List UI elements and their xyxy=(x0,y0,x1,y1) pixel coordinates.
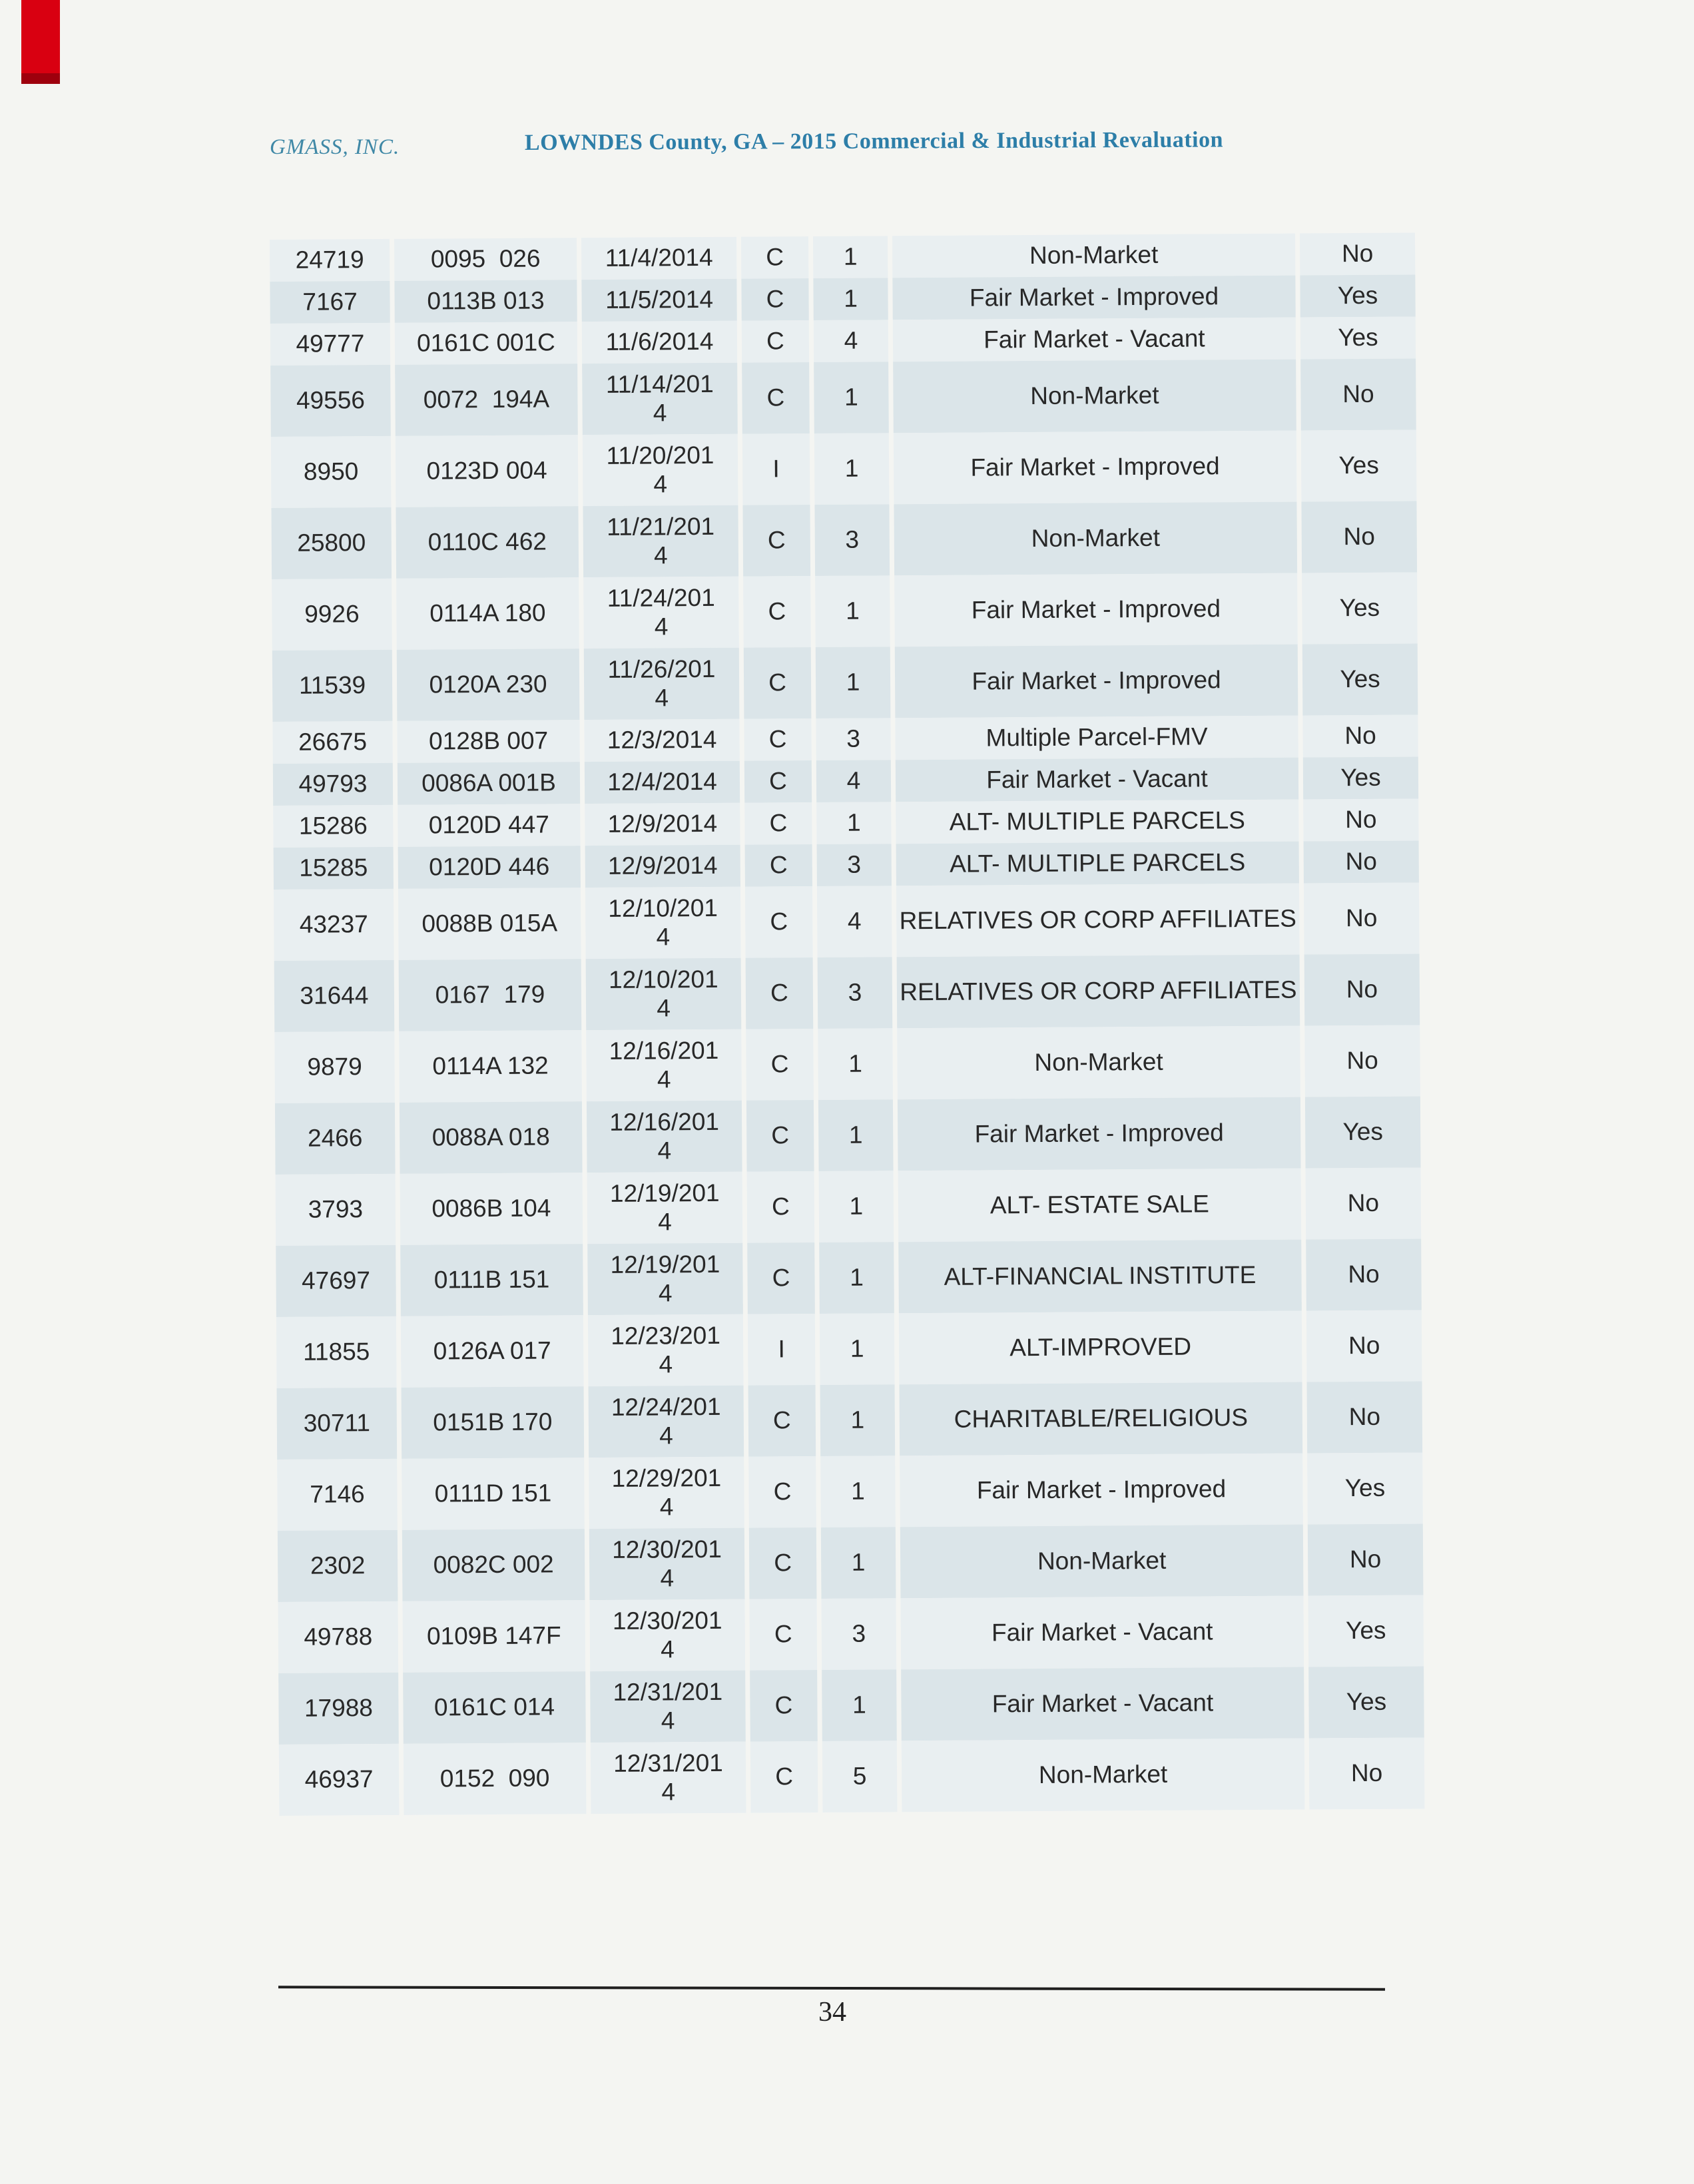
parcel-number-cell: 0120D 447 xyxy=(398,804,580,847)
table-row xyxy=(270,232,1416,282)
sale-id-cell: 17988 xyxy=(278,1673,399,1745)
table-row xyxy=(272,714,1419,764)
sale-type-cell: ALT- ESTATE SALE xyxy=(898,1169,1302,1242)
property-class-cell: C xyxy=(746,1029,814,1101)
table-row xyxy=(277,1452,1424,1531)
qualification-code-cell: 1 xyxy=(816,802,891,844)
qualification-code-cell: 1 xyxy=(820,1456,896,1527)
property-class-cell: C xyxy=(744,760,812,803)
sale-date-cell: 11/14/201 4 xyxy=(582,363,738,435)
property-class-cell: C xyxy=(745,844,812,887)
qualified-cell: Yes xyxy=(1301,429,1417,501)
property-class-cell: C xyxy=(744,718,811,761)
qualification-code-cell: 1 xyxy=(818,1028,893,1100)
parcel-number-cell: 0151B 170 xyxy=(402,1386,585,1459)
sale-type-cell: RELATIVES OR CORP AFFILIATES xyxy=(897,955,1300,1029)
sale-id-cell: 9926 xyxy=(272,579,392,651)
sale-id-cell: 46937 xyxy=(279,1744,400,1816)
table-row xyxy=(272,643,1420,722)
table-row xyxy=(278,1666,1426,1745)
sale-id-cell: 2466 xyxy=(275,1103,396,1175)
property-class-cell: C xyxy=(749,1599,817,1671)
parcel-number-cell: 0088B 015A xyxy=(398,888,581,960)
property-class-cell: C xyxy=(744,647,812,719)
parcel-number-cell: 0167 179 xyxy=(399,959,582,1031)
sale-id-cell: 47697 xyxy=(276,1245,396,1317)
sale-date-cell: 11/5/2014 xyxy=(581,279,736,322)
sale-id-cell: 8950 xyxy=(271,436,392,508)
qualified-cell: No xyxy=(1304,840,1419,883)
sale-type-cell: Non-Market xyxy=(897,1026,1300,1100)
property-class-cell: I xyxy=(742,433,810,505)
qualified-cell: Yes xyxy=(1308,1595,1424,1667)
sale-type-cell: Non-Market xyxy=(902,1739,1305,1812)
parcel-number-cell: 0114A 132 xyxy=(399,1030,582,1103)
qualified-cell: No xyxy=(1300,232,1415,275)
sale-date-cell: 12/16/201 4 xyxy=(586,1029,742,1101)
sale-id-cell: 49793 xyxy=(273,763,393,806)
property-class-cell: C xyxy=(742,505,810,577)
qualified-cell: No xyxy=(1306,1238,1422,1310)
property-class-cell: I xyxy=(748,1314,816,1386)
qualification-code-cell: 1 xyxy=(821,1527,896,1599)
table-row xyxy=(271,501,1418,579)
qualification-code-cell: 5 xyxy=(822,1741,898,1812)
property-class-cell: C xyxy=(750,1741,818,1813)
sale-date-cell: 12/3/2014 xyxy=(584,719,739,762)
table-row xyxy=(270,274,1416,324)
sale-type-cell: Fair Market - Improved xyxy=(895,645,1298,718)
sale-date-cell: 12/10/201 4 xyxy=(585,887,741,959)
sale-date-cell: 11/6/2014 xyxy=(582,321,737,364)
table-row xyxy=(270,358,1418,437)
page-number: 34 xyxy=(818,1997,846,2028)
property-class-cell: C xyxy=(741,278,808,321)
parcel-number-cell: 0111D 151 xyxy=(402,1458,585,1530)
table-row xyxy=(276,1310,1424,1388)
property-class-cell: C xyxy=(745,886,813,958)
sale-type-cell: Non-Market xyxy=(893,360,1296,433)
sale-date-cell: 12/30/201 4 xyxy=(589,1599,745,1671)
table-row xyxy=(273,756,1420,806)
table-row xyxy=(276,1238,1423,1317)
sale-type-cell: ALT-IMPROVED xyxy=(899,1311,1302,1385)
sale-date-cell: 12/10/201 4 xyxy=(586,958,742,1030)
qualification-code-cell: 1 xyxy=(814,433,890,505)
qualification-code-cell: 3 xyxy=(814,504,890,576)
sale-type-cell: Fair Market - Improved xyxy=(894,431,1297,505)
sale-id-cell: 25800 xyxy=(271,507,392,579)
property-class-cell: C xyxy=(744,802,812,845)
parcel-number-cell: 0086A 001B xyxy=(398,762,580,805)
property-class-cell: C xyxy=(741,236,808,279)
sale-type-cell: Fair Market - Vacant xyxy=(901,1667,1304,1741)
sale-date-cell: 12/9/2014 xyxy=(585,803,740,846)
table-row xyxy=(278,1523,1425,1602)
parcel-number-cell: 0126A 017 xyxy=(401,1315,584,1388)
property-class-cell: C xyxy=(743,576,811,648)
qualification-code-cell: 1 xyxy=(813,236,888,278)
sale-date-cell: 11/21/201 4 xyxy=(583,505,738,577)
qualification-code-cell: 1 xyxy=(818,1099,894,1171)
sale-id-cell: 9879 xyxy=(274,1031,395,1103)
parcel-number-cell: 0123D 004 xyxy=(396,435,579,507)
parcel-number-cell: 0072 194A xyxy=(395,364,578,436)
table-row xyxy=(274,840,1420,890)
qualification-code-cell: 3 xyxy=(817,844,892,886)
property-class-cell: C xyxy=(749,1527,817,1599)
parcel-number-cell: 0086B 104 xyxy=(400,1173,583,1245)
sale-type-cell: Fair Market - Vacant xyxy=(896,758,1298,802)
table-row xyxy=(272,572,1419,651)
sale-id-cell: 24719 xyxy=(270,239,390,282)
property-class-cell: C xyxy=(747,1171,815,1243)
sale-type-cell: CHARITABLE/RELIGIOUS xyxy=(900,1382,1303,1456)
qualified-cell: No xyxy=(1304,882,1420,954)
property-class-cell: C xyxy=(750,1670,818,1742)
qualified-cell: Yes xyxy=(1302,572,1418,644)
sale-type-cell: Fair Market - Vacant xyxy=(900,1596,1304,1670)
sale-id-cell: 15285 xyxy=(274,847,394,890)
sale-date-cell: 12/24/201 4 xyxy=(589,1386,744,1458)
sale-date-cell: 11/20/201 4 xyxy=(583,434,738,506)
sale-type-cell: Multiple Parcel-FMV xyxy=(895,716,1298,760)
qualified-cell: No xyxy=(1306,1167,1422,1239)
sale-type-cell: ALT- MULTIPLE PARCELS xyxy=(896,800,1298,844)
sale-id-cell: 15286 xyxy=(273,805,393,848)
table-row xyxy=(274,954,1422,1032)
table-row xyxy=(277,1381,1424,1460)
qualified-cell: Yes xyxy=(1302,643,1418,715)
sale-date-cell: 12/9/2014 xyxy=(585,845,740,888)
table-row xyxy=(278,1595,1425,1673)
parcel-number-cell: 0161C 014 xyxy=(403,1671,586,1744)
sale-id-cell: 3793 xyxy=(276,1174,396,1246)
parcel-number-cell: 0120A 230 xyxy=(397,649,580,721)
footer-divider xyxy=(278,1986,1385,1990)
property-class-cell: C xyxy=(746,957,814,1029)
qualified-cell: No xyxy=(1304,1025,1420,1097)
qualified-cell: No xyxy=(1309,1737,1425,1809)
qualification-code-cell: 1 xyxy=(815,575,890,647)
qualification-code-cell: 1 xyxy=(822,1669,897,1741)
qualified-cell: No xyxy=(1308,1523,1424,1595)
sale-date-cell: 12/30/201 4 xyxy=(589,1528,745,1600)
sale-id-cell: 2302 xyxy=(278,1530,398,1602)
sale-id-cell: 30711 xyxy=(277,1388,398,1460)
sale-date-cell: 11/4/2014 xyxy=(581,237,736,280)
qualification-code-cell: 1 xyxy=(819,1242,894,1314)
sale-date-cell: 12/16/201 4 xyxy=(587,1101,742,1173)
sale-date-cell: 11/24/201 4 xyxy=(583,577,739,649)
parcel-number-cell: 0095 026 xyxy=(394,238,577,281)
qualification-code-cell: 1 xyxy=(816,647,891,718)
sale-date-cell: 12/4/2014 xyxy=(585,761,740,804)
parcel-number-cell: 0113B 013 xyxy=(394,280,577,323)
sale-type-cell: ALT- MULTIPLE PARCELS xyxy=(896,842,1299,886)
sale-id-cell: 31644 xyxy=(274,960,395,1032)
parcel-number-cell: 0111B 151 xyxy=(400,1244,583,1316)
qualified-cell: Yes xyxy=(1300,316,1416,359)
qualified-cell: No xyxy=(1301,501,1417,573)
qualified-cell: Yes xyxy=(1305,1096,1421,1168)
property-class-cell: C xyxy=(746,1100,814,1172)
sale-date-cell: 12/23/201 4 xyxy=(588,1314,744,1386)
qualification-code-cell: 1 xyxy=(814,362,889,433)
property-class-cell: C xyxy=(748,1456,816,1528)
table-row xyxy=(279,1737,1426,1816)
scan-artifact-red-mark xyxy=(21,0,60,84)
sale-id-cell: 26675 xyxy=(272,721,392,764)
qualified-cell: No xyxy=(1303,798,1418,841)
document-title: LOWNDES County, GA – 2015 Commercial & Industrial Revaluation xyxy=(524,127,1224,155)
sale-type-cell: Fair Market - Improved xyxy=(892,276,1295,320)
qualification-code-cell: 4 xyxy=(816,760,891,802)
qualified-cell: Yes xyxy=(1307,1452,1423,1524)
sale-type-cell: ALT-FINANCIAL INSTITUTE xyxy=(898,1240,1302,1314)
qualified-cell: No xyxy=(1302,714,1418,757)
parcel-number-cell: 0109B 147F xyxy=(402,1600,585,1673)
table-row xyxy=(276,1167,1423,1246)
parcel-number-cell: 0088A 018 xyxy=(400,1101,583,1174)
table-row xyxy=(274,1025,1422,1103)
table-row xyxy=(273,798,1420,848)
sale-date-cell: 12/19/201 4 xyxy=(587,1172,743,1244)
sales-table xyxy=(270,232,1426,1815)
qualified-cell: No xyxy=(1306,1310,1422,1382)
sale-id-cell: 49788 xyxy=(278,1601,398,1673)
sale-type-cell: RELATIVES OR CORP AFFILIATES xyxy=(896,884,1300,957)
parcel-number-cell: 0114A 180 xyxy=(396,577,579,650)
sale-type-cell: Fair Market - Improved xyxy=(894,573,1298,647)
sale-date-cell: 11/26/201 4 xyxy=(584,648,740,720)
sale-id-cell: 11855 xyxy=(276,1316,397,1388)
sale-date-cell: 12/19/201 4 xyxy=(587,1243,743,1315)
table-row xyxy=(270,316,1417,366)
table-row xyxy=(274,882,1421,961)
qualification-code-cell: 1 xyxy=(819,1171,894,1242)
table-row xyxy=(275,1096,1422,1175)
property-class-cell: C xyxy=(748,1385,816,1457)
sale-date-cell: 12/31/201 4 xyxy=(590,1671,746,1743)
property-class-cell: C xyxy=(742,320,809,363)
sale-id-cell: 7167 xyxy=(270,281,390,324)
sale-id-cell: 7146 xyxy=(277,1459,398,1531)
qualification-code-cell: 1 xyxy=(820,1313,895,1385)
sale-type-cell: Fair Market - Vacant xyxy=(893,318,1296,362)
qualification-code-cell: 4 xyxy=(814,320,888,362)
parcel-number-cell: 0152 090 xyxy=(404,1743,587,1815)
sale-type-cell: Non-Market xyxy=(892,234,1295,278)
qualification-code-cell: 3 xyxy=(816,718,890,760)
qualification-code-cell: 1 xyxy=(813,278,888,320)
qualified-cell: No xyxy=(1304,954,1420,1025)
parcel-number-cell: 0161C 001C xyxy=(395,322,577,365)
sale-type-cell: Non-Market xyxy=(894,502,1297,576)
property-class-cell: C xyxy=(747,1242,815,1314)
parcel-number-cell: 0082C 002 xyxy=(402,1529,585,1601)
sale-type-cell: Fair Market - Improved xyxy=(898,1097,1301,1171)
qualified-cell: Yes xyxy=(1308,1666,1424,1738)
qualified-cell: Yes xyxy=(1300,274,1415,317)
qualification-code-cell: 1 xyxy=(820,1384,896,1456)
sale-type-cell: Fair Market - Improved xyxy=(900,1454,1303,1527)
table-row xyxy=(271,429,1418,508)
sale-id-cell: 43237 xyxy=(274,889,394,961)
qualified-cell: Yes xyxy=(1303,756,1418,799)
sale-type-cell: Non-Market xyxy=(900,1525,1304,1599)
parcel-number-cell: 0128B 007 xyxy=(397,720,579,763)
parcel-number-cell: 0120D 446 xyxy=(398,846,581,889)
qualification-code-cell: 3 xyxy=(818,957,893,1029)
sale-date-cell: 12/31/201 4 xyxy=(591,1742,746,1814)
property-class-cell: C xyxy=(742,362,810,434)
parcel-number-cell: 0110C 462 xyxy=(396,506,579,579)
qualification-code-cell: 3 xyxy=(821,1598,896,1670)
sale-date-cell: 12/29/201 4 xyxy=(589,1457,744,1529)
sale-id-cell: 49556 xyxy=(270,365,391,437)
qualified-cell: No xyxy=(1307,1381,1423,1453)
qualification-code-cell: 4 xyxy=(817,886,892,957)
sale-id-cell: 11539 xyxy=(272,650,393,722)
qualified-cell: No xyxy=(1300,358,1416,430)
sale-id-cell: 49777 xyxy=(270,323,390,366)
company-name: GMASS, INC. xyxy=(270,135,400,159)
